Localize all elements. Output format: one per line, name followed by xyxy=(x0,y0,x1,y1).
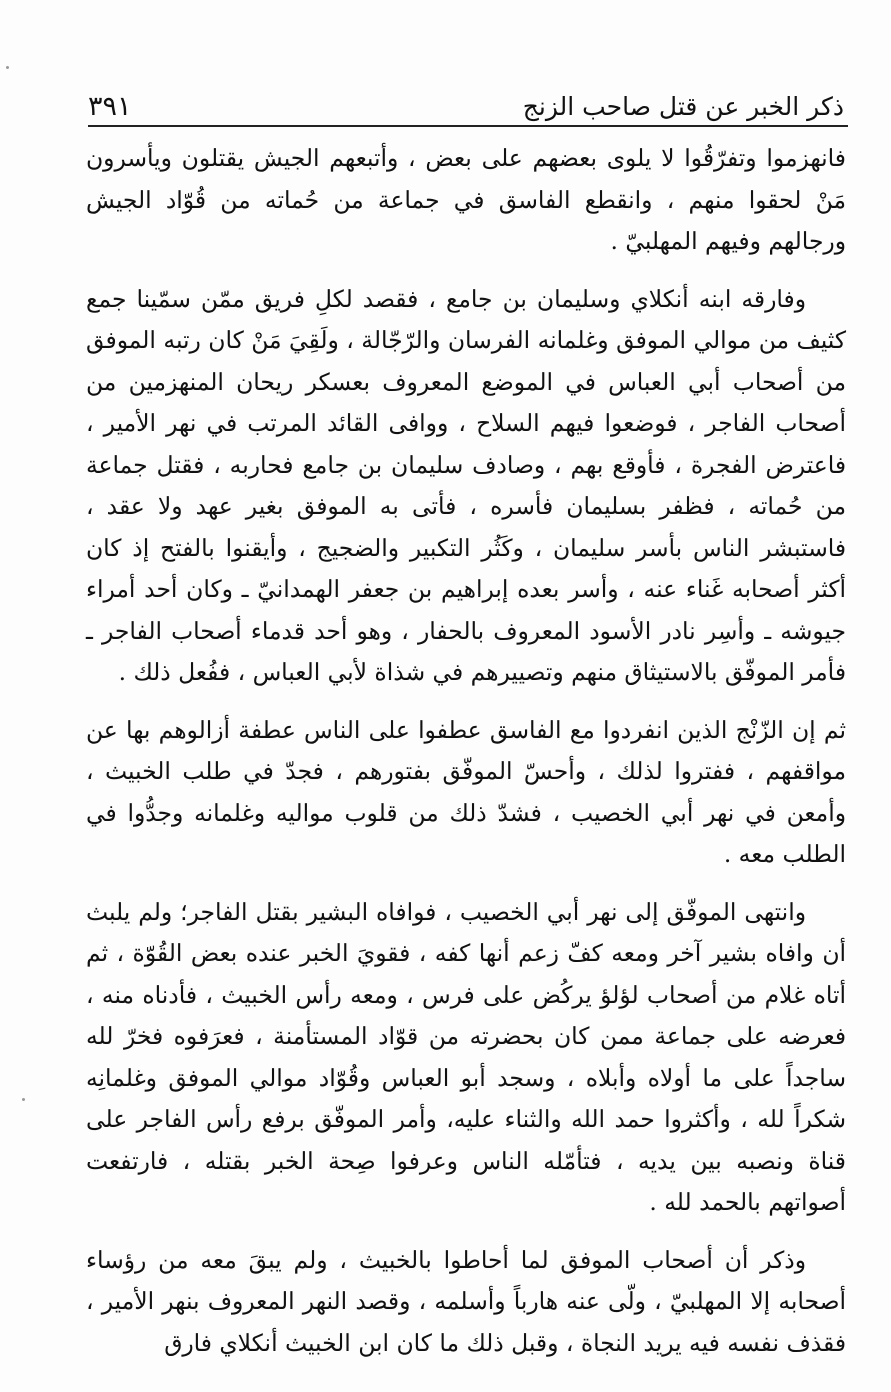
chapter-title: ذكر الخبر عن قتل صاحب الزنج xyxy=(522,92,844,121)
paragraph: وفارقه ابنه أنكلاي وسليمان بن جامع ، فقصد لكلِ فريق ممّن سمّينا جمع كثيف من موالي الموفق وغلمانه الفرسان والرّجّالة ، ولَقِيَ مَنْ كان رتبه الموفق من أصحاب أبي العباس في الموضع المعروف بعسكر ريحان المنهزمين من أصحاب الفاجر ، فوضعوا فيهم السلاح ، ووافى القائد المرتب في نهر الأمير ، فاعترض الفجرة ، فأوقع بهم ، وصادف سليمان بن جامع فحاربه ، فقتل جماعة من حُماته ، فظفر بسليمان فأسره ، فأتى به الموفق بغير عهد ولا عقد ، فاستبشر الناس بأسر سليمان ، وكَثُر التكبير والضجيج ، وأيقنوا بالفتح إذ كان أكثر أصحابه غَناء عنه ، وأسر بعده إبراهيم بن جعفر الهمدانيّ ـ وكان أحد أمراء جيوشه ـ وأسِر نادر الأسود المعروف بالحفار ، وهو أحد قدماء أصحاب الفاجر ـ فأمر الموفّق بالاستيثاق منهم وتصييرهم في شذاة لأبي العباس ، ففُعل ذلك . xyxy=(86,284,846,686)
page-number: ٣٩١ xyxy=(88,91,132,122)
scan-speck xyxy=(22,1098,25,1101)
paragraph: وانتهى الموفّق إلى نهر أبي الخصيب ، فوافاه البشير بقتل الفاجر؛ ولم يلبث أن وافاه بشير آخر ومعه كفّ زعم أنها كفه ، فقويَ الخبر عنده بعض القُوّة ، ثم أتاه غلام من أصحاب لؤلؤ يركُض على فرس ، ومعه رأس الخبيث ، فأدناه منه ، فعرضه على جماعة ممن كان بحضرته من قوّاد المستأمنة ، فعرَفوه فخرّ لله ساجداً على ما أولاه وأبلاه ، وسجد أبو العباس وقُوّاد موالي الموفق وغلمانِه شكراً لله ، وأكثروا حمد الله والثناء عليه، وأمر الموفّق برفع رأس الفاجر على قناة ونصبه بين يديه ، فتأمّله الناس وعرفوا صِحة الخبر بقتله ، فارتفعت أصواتهم بالحمد لله . xyxy=(86,897,846,1216)
header-rule xyxy=(88,125,848,127)
body-text xyxy=(86,138,846,1364)
scan-speck xyxy=(6,66,9,69)
paragraph: فانهزموا وتفرّقُوا لا يلوى بعضهم على بعض ، وأتبعهم الجيش يقتلون ويأسرون مَنْ لحقوا منهم ، وانقطع الفاسق في جماعة من حُماته من قُوّاد الجيش ورجالهم وفيهم المهلبيّ . xyxy=(86,144,846,255)
paragraph: ثم إن الزّنْج الذين انفردوا مع الفاسق عطفوا على الناس عطفة أزالوهم بها عن مواقفهم ، ففتروا لذلك ، وأحسّ الموفّق بفتورهم ، فجدّ في طلب الخبيث ، وأمعن في نهر أبي الخصيب ، فشدّ ذلك من قلوب مواليه وغلمانه وجدُّوا في الطلب معه . xyxy=(86,715,846,868)
running-header xyxy=(88,86,844,122)
paragraph: وذكر أن أصحاب الموفق لما أحاطوا بالخبيث ، ولم يبقَ معه من رؤساء أصحابه إلا المهلبيّ ، ولّى عنه هارباً وأسلمه ، وقصد النهر المعروف بنهر الأمير ، فقذف نفسه فيه يريد النجاة ، وقبل ذلك ما كان ابن الخبيث أنكلاي فارق xyxy=(86,1245,846,1357)
